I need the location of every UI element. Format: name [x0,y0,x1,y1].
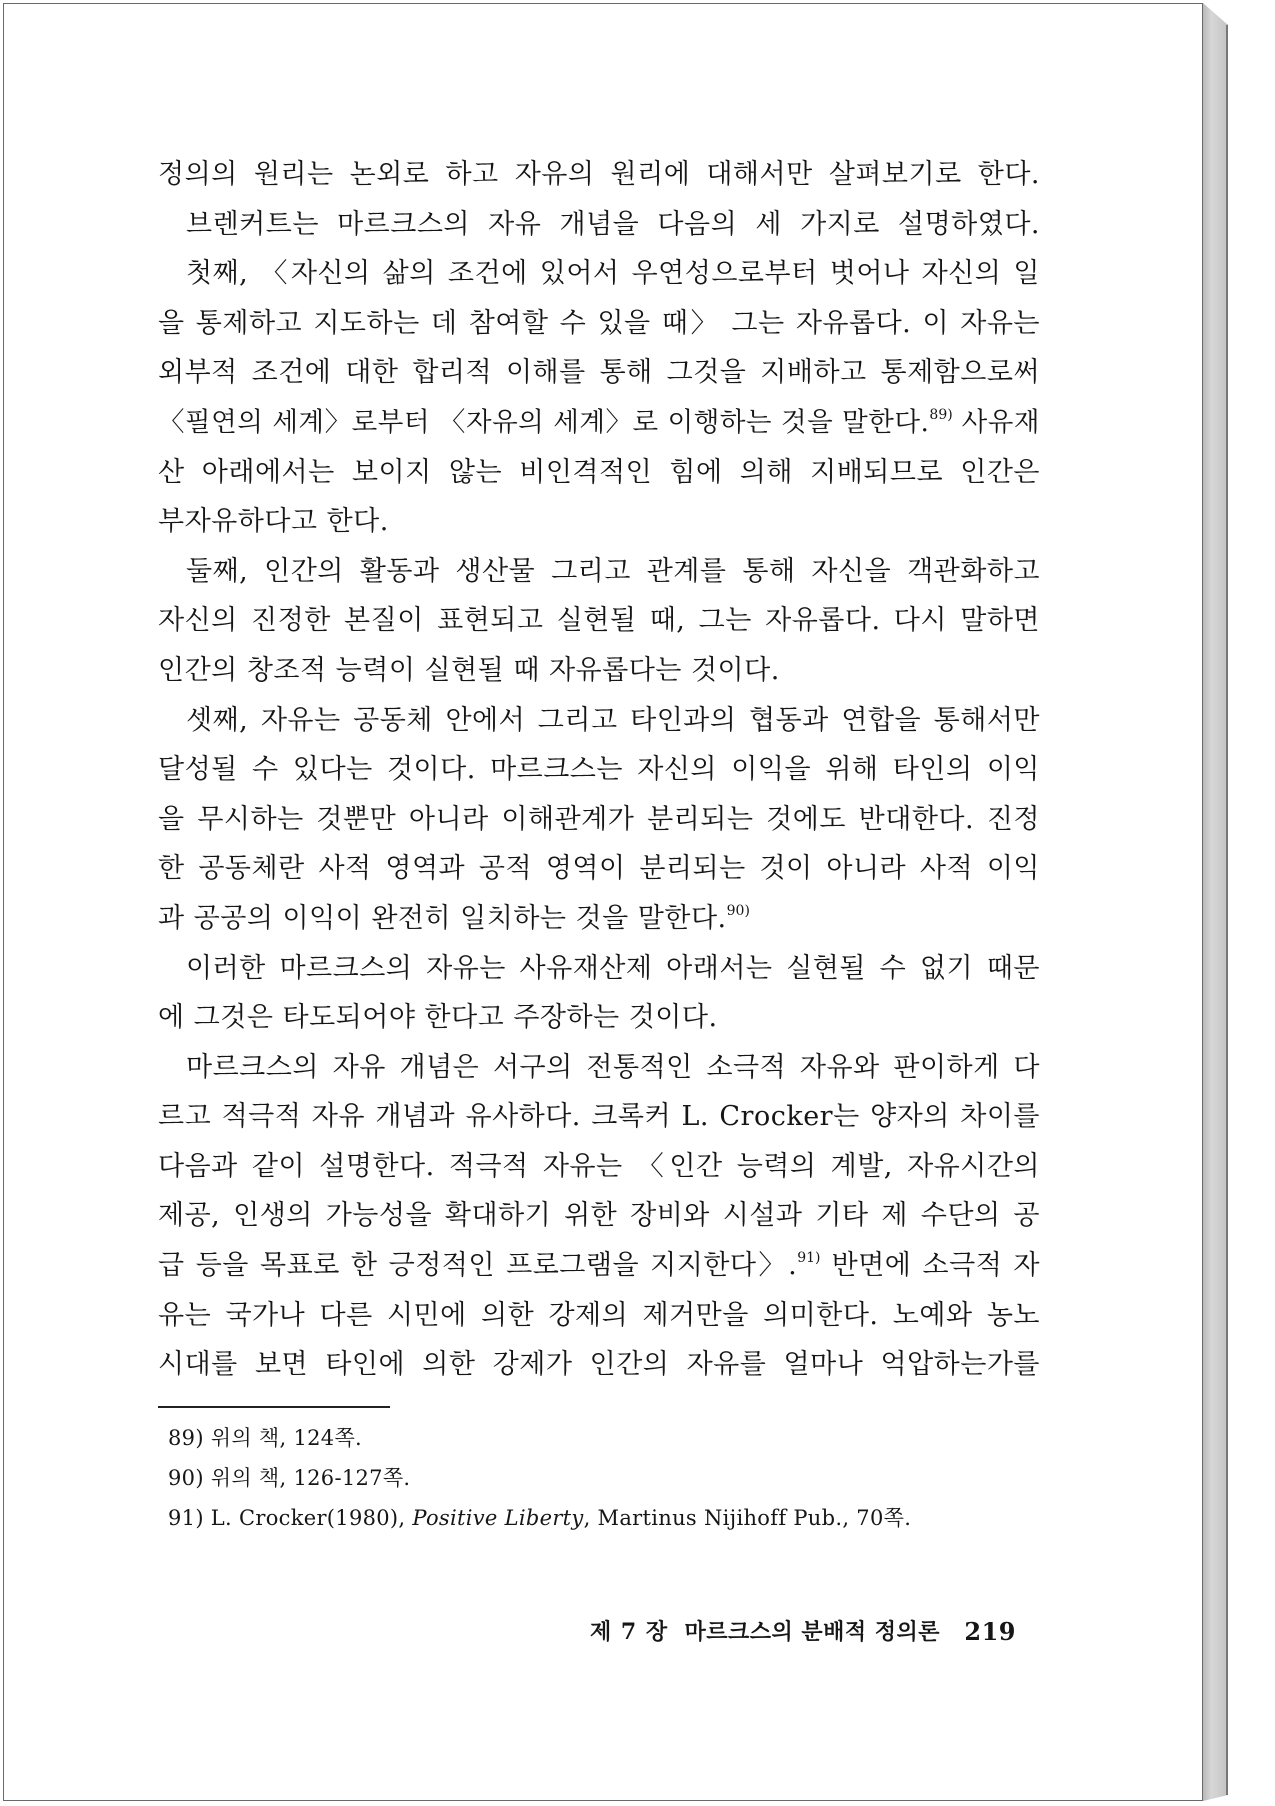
footnote-89: 89) 위의 책, 124쪽. [168,1426,363,1450]
footnote-divider [158,1406,390,1408]
text-line: 제공, 인생의 가능성을 확대하기 위한 장비와 시설과 기타 제 수단의 공 [158,1200,1040,1232]
text-segment: 반면에 소극적 자 [831,1250,1040,1282]
text-line: 둘째, 인간의 활동과 생산물 그리고 관계를 통해 자신을 객관화하고 [186,555,1040,587]
footnote-91-publisher: , Martinus Nijihoff Pub., 70쪽. [583,1506,912,1530]
text-line: 정의의 원리는 논외로 하고 자유의 원리에 대해서만 살펴보기로 한다. [158,159,1040,190]
text-line: 인간의 창조적 능력이 실현될 때 자유롭다는 것이다. [158,654,780,686]
text-segment: 급 등을 목표로 한 긍정적인 프로그램을 지지한다〉. [158,1250,798,1282]
text-segment: 사유재 [961,406,1040,438]
text-line: 다음과 같이 설명한다. 적극적 자유는 〈인간 능력의 계발, 자유시간의 [158,1150,1040,1182]
footnote-ref-89: 89) [929,406,953,423]
text-line: 이러한 마르크스의 자유는 사유재산제 아래서는 실현될 수 없기 때문 [186,952,1040,984]
footnote-90: 90) 위의 책, 126-127쪽. [168,1466,411,1490]
text-line: 산 아래에서는 보이지 않는 비인격적인 힘에 의해 지배되므로 인간은 [158,456,1040,488]
text-line: 에 그것은 타도되어야 한다고 주장하는 것이다. [158,1002,718,1034]
text-line: 르고 적극적 자유 개념과 유사하다. 크록커 L. Crocker는 양자의 차이를 [158,1101,1040,1133]
text-line: 마르크스의 자유 개념은 서구의 전통적인 소극적 자유와 판이하게 다 [186,1051,1040,1083]
footnote-91 [168,1498,1048,1538]
text-line: 시대를 보면 타인에 의한 강제가 인간의 자유를 얼마나 억압하는가를 [158,1349,1040,1381]
text-line [158,1241,1040,1291]
page-number: 219 [964,1617,1016,1646]
footnote-ref-91: 91) [797,1250,821,1267]
page-edge-line [1226,25,1228,1795]
footer-chapter: 제 7 장 [590,1619,669,1645]
text-line: 외부적 조건에 대한 합리적 이해를 통해 그것을 지배하고 통제함으로써 [158,357,1040,389]
footnote-ref-90: 90) [726,902,750,919]
footnote-91-citation: 91) L. Crocker(1980), [168,1506,413,1530]
text-line: 부자유하다고 한다. [158,506,389,538]
text-line [158,398,1040,448]
text-line: 한 공동체란 사적 영역과 공적 영역이 분리되는 것이 아니라 사적 이익 [158,853,1040,885]
page-edge [1203,3,1228,1801]
text-segment: 과 공공의 이익이 완전히 일치하는 것을 말한다. [158,902,727,934]
text-line: 을 무시하는 것뿐만 아니라 이해관계가 분리되는 것에도 반대한다. 진정 [158,803,1040,835]
footer-title: 마르크스의 분배적 정의론 [684,1619,941,1645]
text-line: 달성될 수 있다는 것이다. 마르크스는 자신의 이익을 위해 타인의 이익 [158,754,1040,786]
text-segment: 〈필연의 세계〉로부터 〈자유의 세계〉로 이행하는 것을 말한다. [158,406,930,438]
text-line: 셋째, 자유는 공동체 안에서 그리고 타인과의 협동과 연합을 통해서만 [186,704,1040,736]
body-text [158,150,1040,1390]
text-line: 첫째, 〈자신의 삶의 조건에 있어서 우연성으로부터 벗어나 자신의 일 [186,258,1040,290]
footnotes [168,1418,1048,1538]
footnote-91-book-title: Positive Liberty [412,1506,584,1530]
text-line: 자신의 진정한 본질이 표현되고 실현될 때, 그는 자유롭다. 다시 말하면 [158,605,1040,637]
text-line [158,894,1040,944]
text-line: 브렌커트는 마르크스의 자유 개념을 다음의 세 가지로 설명하였다. [186,208,1040,240]
running-footer [590,1612,1016,1652]
text-line: 을 통제하고 지도하는 데 참여할 수 있을 때〉 그는 자유롭다. 이 자유는 [158,307,1040,339]
text-line: 유는 국가나 다른 시민에 의한 강제의 제거만을 의미한다. 노예와 농노 [158,1299,1040,1331]
